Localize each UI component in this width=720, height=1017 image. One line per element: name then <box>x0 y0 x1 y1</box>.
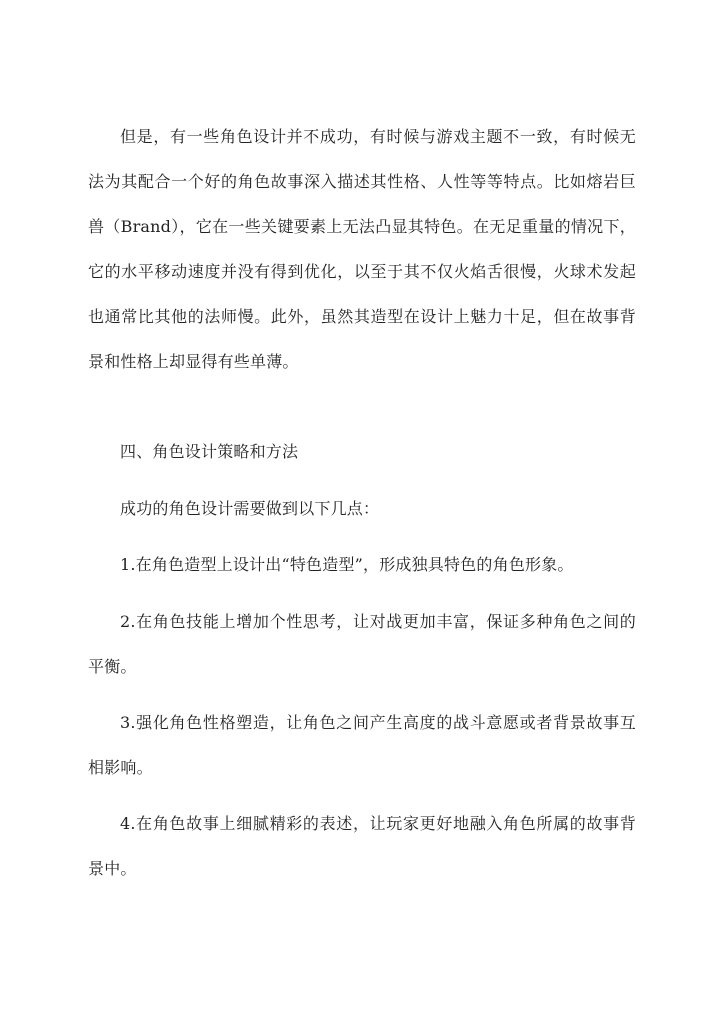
paragraph-intro: 成功的角色设计需要做到以下几点： <box>120 499 380 518</box>
paragraph-brand-example: 但是，有一些角色设计并不成功，有时候与游戏主题不一致，有时候无法为其配合一个好的角色故事深入描述其性格、人性等等特点。比如熔岩巨兽（Brand），它在一些关键要素上无法凸显其特色。在无足重量的情况下，它的水平移动速度并没有得到优化，以至于其不仅火焰舌很慢，火球术发起也通常比其他的法师慢。此外，虽然其造型在设计上魅力十足，但在故事背景和性格上却显得有些单薄。 <box>88 127 636 371</box>
list-item-1: 1.在角色造型上设计出“特色造型”，形成独具特色的角色形象。 <box>120 555 574 574</box>
list-item-4: 4.在角色故事上细腻精彩的表述，让玩家更好地融入角色所属的故事背景中。 <box>88 814 636 878</box>
list-item-2: 2.在角色技能上增加个性思考，让对战更加丰富，保证多种角色之间的平衡。 <box>88 612 636 676</box>
section-heading: 四、角色设计策略和方法 <box>120 442 299 461</box>
list-item-3: 3.强化角色性格塑造，让角色之间产生高度的战斗意愿或者背景故事互相影响。 <box>88 713 636 777</box>
